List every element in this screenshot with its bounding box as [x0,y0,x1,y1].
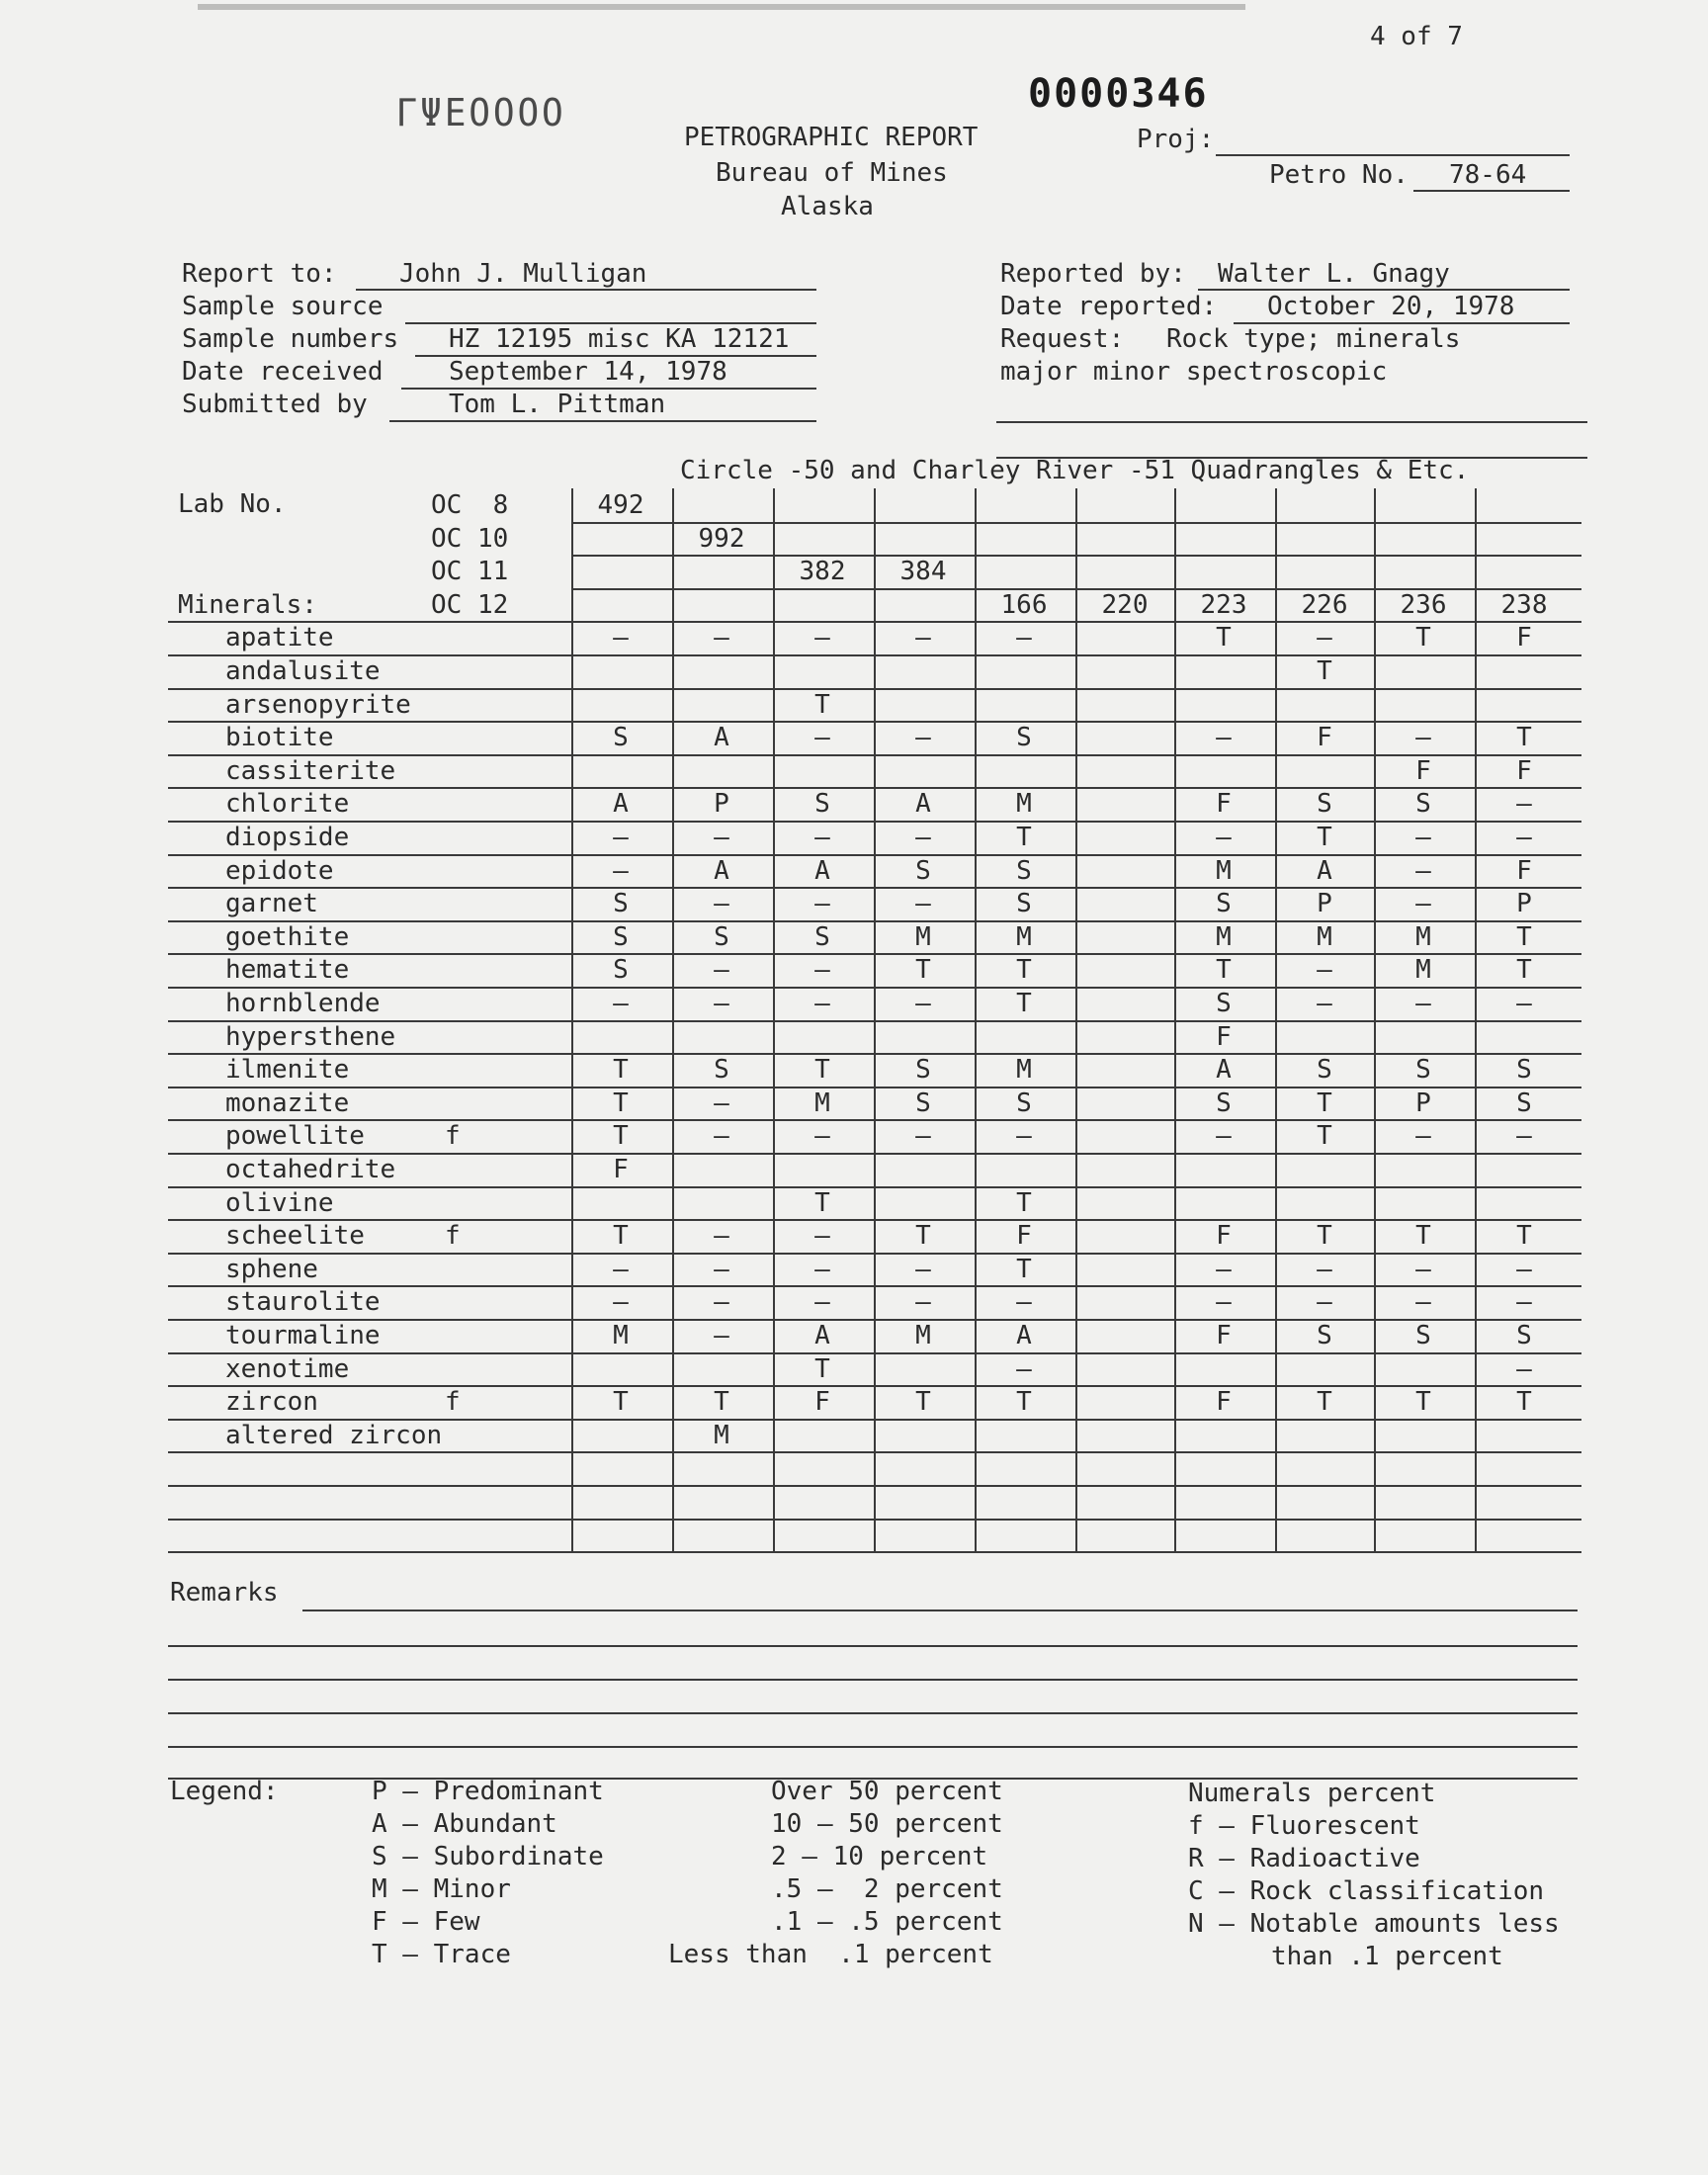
table-cell: F [613,1155,629,1184]
table-row-line [168,1551,1581,1553]
submitted-by-label: Submitted by [182,390,368,419]
table-cell: – [613,856,629,886]
table-cell: T [814,1354,830,1384]
mineral-name: zircon [225,1387,318,1417]
mineral-name: scheelite [225,1221,365,1251]
table-cell: – [1516,1121,1532,1151]
page-label: 4 of 7 [1370,22,1463,51]
table-cell: – [915,889,931,918]
table-cell: T [1016,989,1032,1018]
mineral-name: goethite [225,922,350,952]
report-to-value: John J. Mulligan [399,259,647,289]
submitted-by-underline [389,420,816,422]
table-cell: F [1516,856,1532,886]
table-cell: T [1516,1387,1532,1417]
table-cell: T [1415,1221,1431,1251]
table-cell: T [613,1221,629,1251]
table-cell: T [1317,1088,1332,1118]
table-cell: M [1216,922,1232,952]
table-cell: – [814,823,830,852]
table-cell: S [613,723,629,752]
table-cell: S [1317,1055,1332,1085]
fluorescent-flag: f [445,1221,461,1251]
mineral-name: apatite [225,623,334,652]
table-cell: T [1317,1221,1332,1251]
table-cell: 220 [1101,590,1149,620]
minerals-label: Minerals: [178,590,317,620]
table-cell: 492 [597,490,644,520]
table-cell: M [1216,856,1232,886]
legend-middle-4: .1 – .5 percent [771,1907,1003,1937]
remarks-line-2 [168,1645,1578,1647]
legend-left-2: S – Subordinate [372,1842,604,1871]
table-cell: – [1016,1354,1032,1384]
oc-row-label: OC 11 [431,557,509,586]
table-cell: T [1317,1387,1332,1417]
petro-number: 78-64 [1449,160,1527,190]
legend-middle-5: Less than .1 percent [668,1940,993,1969]
mineral-name: xenotime [225,1354,350,1384]
top-edge-mark [198,4,1245,10]
table-cell: F [1216,789,1232,819]
remarks-line-3 [168,1679,1578,1681]
legend-middle-0: Over 50 percent [771,1777,1003,1806]
sample-numbers-value: HZ 12195 misc KA 12121 [449,324,790,354]
table-cell: – [714,889,729,918]
table-cell: T [915,955,931,985]
mineral-name: ilmenite [225,1055,350,1085]
oc-row-label: OC 12 [431,590,509,620]
report-title: PETROGRAPHIC REPORT [684,123,979,152]
table-cell: – [714,823,729,852]
legend-left-3: M – Minor [372,1874,511,1904]
table-cell: T [613,1387,629,1417]
table-cell: T [1516,1221,1532,1251]
legend-right-0: Numerals percent [1188,1779,1436,1808]
mineral-name: tourmaline [225,1321,381,1350]
table-cell: – [1317,989,1332,1018]
table-cell: – [1016,1287,1032,1317]
table-cell: S [1415,1055,1431,1085]
agency-location: Alaska [781,192,874,221]
table-cell: 223 [1200,590,1247,620]
table-cell: F [1216,1387,1232,1417]
table-cell: M [613,1321,629,1350]
mineral-name: arsenopyrite [225,690,411,720]
table-cell: – [1216,1255,1232,1284]
table-cell: T [1016,823,1032,852]
date-received-value: September 14, 1978 [449,357,727,387]
table-cell: T [714,1387,729,1417]
table-row-line [168,1451,1581,1453]
table-row-line [571,555,1581,557]
reported-by-label: Reported by: [1000,259,1186,289]
table-cell: – [1415,823,1431,852]
table-cell: T [1016,955,1032,985]
table-cell: – [1016,623,1032,652]
table-cell: – [714,1255,729,1284]
request-line-1: Rock type; minerals [1166,324,1461,354]
table-cell: T [1216,955,1232,985]
table-cell: A [915,789,931,819]
table-cell: T [1216,623,1232,652]
table-cell: M [1016,789,1032,819]
table-cell: S [915,1055,931,1085]
mineral-name: andalusite [225,656,381,686]
table-cell: – [1516,1287,1532,1317]
proj-underline [1216,154,1570,156]
table-cell: – [814,1287,830,1317]
table-cell: T [613,1088,629,1118]
table-cell: F [1317,723,1332,752]
table-cell: – [915,723,931,752]
table-cell: – [613,823,629,852]
table-cell: F [814,1387,830,1417]
table-cell: F [1216,1022,1232,1052]
legend-left-0: P – Predominant [372,1777,604,1806]
document-number-stamp: 0000346 [1028,71,1209,117]
mineral-name: hornblende [225,989,381,1018]
table-cell: – [915,823,931,852]
request-line-2: major minor spectroscopic [1000,357,1388,387]
legend-label: Legend: [170,1777,279,1806]
table-cell: F [1216,1221,1232,1251]
table-cell: – [1317,623,1332,652]
table-cell: T [1415,623,1431,652]
fluorescent-flag: f [445,1387,461,1417]
table-cell: – [1415,723,1431,752]
table-cell: – [714,989,729,1018]
table-cell: S [814,789,830,819]
table-cell: – [814,889,830,918]
table-cell: A [1216,1055,1232,1085]
table-cell: T [613,1121,629,1151]
table-cell: – [1016,1121,1032,1151]
mineral-name: staurolite [225,1287,381,1317]
mineral-name: hypersthene [225,1022,396,1052]
table-cell: T [1516,955,1532,985]
table-cell: – [1216,823,1232,852]
table-cell: – [613,1255,629,1284]
table-cell: – [1415,1121,1431,1151]
table-cell: – [714,1221,729,1251]
table-cell: – [613,989,629,1018]
table-cell: A [1016,1321,1032,1350]
mineral-name: sphene [225,1255,318,1284]
table-cell: M [915,1321,931,1350]
request-label: Request: [1000,324,1125,354]
table-cell: P [1415,1088,1431,1118]
table-row-line [168,1352,1581,1354]
legend-left-5: T – Trace [372,1940,511,1969]
legend-right-2: R – Radioactive [1188,1844,1420,1873]
table-cell: – [1516,1255,1532,1284]
lab-no-label: Lab No. [178,489,287,519]
table-cell: S [613,889,629,918]
table-cell: – [915,1287,931,1317]
mineral-name: octahedrite [225,1155,396,1184]
mineral-name: diopside [225,823,350,852]
table-cell: 226 [1301,590,1348,620]
legend-right-3: C – Rock classification [1188,1876,1545,1906]
legend-left-1: A – Abundant [372,1809,557,1839]
table-cell: – [915,1121,931,1151]
table-cell: – [1516,989,1532,1018]
table-cell: 236 [1400,590,1447,620]
table-cell: A [714,723,729,752]
table-cell: – [1216,723,1232,752]
table-row-line [168,1485,1581,1487]
table-cell: 384 [899,557,947,586]
table-cell: 992 [698,524,745,554]
request-blank-line-1 [996,421,1587,423]
table-cell: T [814,1055,830,1085]
table-cell: – [1216,1121,1232,1151]
table-cell: – [714,955,729,985]
table-cell: S [1216,1088,1232,1118]
table-cell: S [1216,989,1232,1018]
table-cell: – [1415,889,1431,918]
table-cell: T [915,1387,931,1417]
table-cell: M [915,922,931,952]
submitted-by-value: Tom L. Pittman [449,390,666,419]
report-to-label: Report to: [182,259,337,289]
table-cell: – [1415,1287,1431,1317]
legend-middle-2: 2 – 10 percent [771,1842,988,1871]
legend-middle-3: .5 – 2 percent [771,1874,1003,1904]
table-cell: – [915,1255,931,1284]
legend-right-5: than .1 percent [1271,1942,1503,1971]
table-cell: S [714,1055,729,1085]
table-cell: – [714,623,729,652]
table-cell: A [714,856,729,886]
table-cell: – [1516,823,1532,852]
table-cell: S [1317,1321,1332,1350]
table-cell: S [915,856,931,886]
table-cell: – [814,955,830,985]
table-cell: 382 [799,557,846,586]
table-cell: S [1016,856,1032,886]
table-cell: – [1317,1287,1332,1317]
table-cell: F [1216,1321,1232,1350]
mineral-name: altered zircon [225,1421,443,1450]
table-cell: S [1016,1088,1032,1118]
table-cell: – [714,1121,729,1151]
date-received-label: Date received [182,357,384,387]
table-cell: P [1516,889,1532,918]
mineral-name: monazite [225,1088,350,1118]
remarks-line-5 [168,1746,1578,1748]
table-cell: – [1415,1255,1431,1284]
table-cell: F [1516,756,1532,786]
date-reported-label: Date reported: [1000,292,1218,321]
remarks-label: Remarks [170,1578,279,1608]
table-cell: T [1016,1188,1032,1218]
mineral-name: cassiterite [225,756,396,786]
reported-by-underline [1198,289,1570,291]
report-to-underline [356,289,816,291]
table-cell: T [1516,723,1532,752]
table-cell: S [1516,1321,1532,1350]
table-cell: T [915,1221,931,1251]
sample-source-label: Sample source [182,292,384,321]
agency-name: Bureau of Mines [716,158,948,188]
table-cell: M [1016,1055,1032,1085]
table-cell: S [1216,889,1232,918]
table-cell: S [613,955,629,985]
proj-label: Proj: [1137,125,1215,154]
table-caption: Circle -50 and Charley River -51 Quadrangles & Etc. [680,456,1470,485]
table-cell: – [1317,955,1332,985]
table-cell: S [1516,1088,1532,1118]
table-cell: – [915,989,931,1018]
table-cell: T [1317,1121,1332,1151]
legend-right-4: N – Notable amounts less [1188,1909,1560,1939]
table-cell: – [613,1287,629,1317]
table-cell: T [1516,922,1532,952]
table-cell: 166 [1000,590,1048,620]
petro-label: Petro No. [1269,160,1409,190]
faded-stamp: ΓΨΕΟΟΟΟ [395,91,566,134]
table-cell: T [1317,656,1332,686]
table-cell: P [714,789,729,819]
table-cell: T [1415,1387,1431,1417]
sample-numbers-label: Sample numbers [182,324,399,354]
table-cell: A [1317,856,1332,886]
table-cell: T [1016,1387,1032,1417]
table-cell: – [814,1221,830,1251]
table-cell: T [814,690,830,720]
table-cell: T [1016,1255,1032,1284]
remarks-line-1 [302,1610,1578,1611]
table-cell: – [613,623,629,652]
mineral-name: garnet [225,889,318,918]
table-cell: S [1317,789,1332,819]
fluorescent-flag: f [445,1121,461,1151]
table-cell: A [613,789,629,819]
table-cell: S [915,1088,931,1118]
date-reported-value: October 20, 1978 [1267,292,1515,321]
table-cell: S [1516,1055,1532,1085]
table-cell: 238 [1500,590,1548,620]
table-cell: – [1516,1354,1532,1384]
table-cell: T [814,1188,830,1218]
legend-left-4: F – Few [372,1907,480,1937]
table-cell: – [814,623,830,652]
table-cell: S [613,922,629,952]
mineral-name: olivine [225,1188,334,1218]
table-cell: S [1016,889,1032,918]
table-cell: – [814,1121,830,1151]
table-cell: A [814,856,830,886]
mineral-name: chlorite [225,789,350,819]
table-cell: – [1216,1287,1232,1317]
table-cell: M [1016,922,1032,952]
table-cell: M [1415,922,1431,952]
table-cell: – [1516,789,1532,819]
table-cell: T [1317,823,1332,852]
reported-by-value: Walter L. Gnagy [1218,259,1450,289]
table-cell: F [1415,756,1431,786]
table-cell: – [814,989,830,1018]
table-cell: M [814,1088,830,1118]
table-cell: S [1415,789,1431,819]
table-cell: T [613,1055,629,1085]
mineral-name: powellite [225,1121,365,1151]
table-row-line [168,1186,1581,1188]
table-cell: M [714,1421,729,1450]
table-cell: A [814,1321,830,1350]
table-cell: M [1415,955,1431,985]
table-cell: – [1415,856,1431,886]
table-cell: – [915,623,931,652]
legend-right-1: f – Fluorescent [1188,1811,1420,1841]
mineral-name: epidote [225,856,334,886]
table-cell: – [714,1321,729,1350]
table-cell: S [814,922,830,952]
table-cell: S [1016,723,1032,752]
oc-row-label: OC 10 [431,524,509,554]
table-cell: – [814,1255,830,1284]
table-cell: S [1415,1321,1431,1350]
table-cell: S [714,922,729,952]
table-cell: – [714,1287,729,1317]
mineral-name: biotite [225,723,334,752]
table-cell: F [1516,623,1532,652]
oc-row-label: OC 8 [431,490,509,520]
mineral-name: hematite [225,955,350,985]
remarks-line-4 [168,1712,1578,1714]
table-cell: M [1317,922,1332,952]
petro-underline [1413,190,1570,192]
table-cell: – [714,1088,729,1118]
table-cell: P [1317,889,1332,918]
table-row-line [168,1519,1581,1521]
legend-middle-1: 10 – 50 percent [771,1809,1003,1839]
table-cell: F [1016,1221,1032,1251]
table-cell: – [1415,989,1431,1018]
table-cell: – [1317,1255,1332,1284]
table-cell: – [814,723,830,752]
